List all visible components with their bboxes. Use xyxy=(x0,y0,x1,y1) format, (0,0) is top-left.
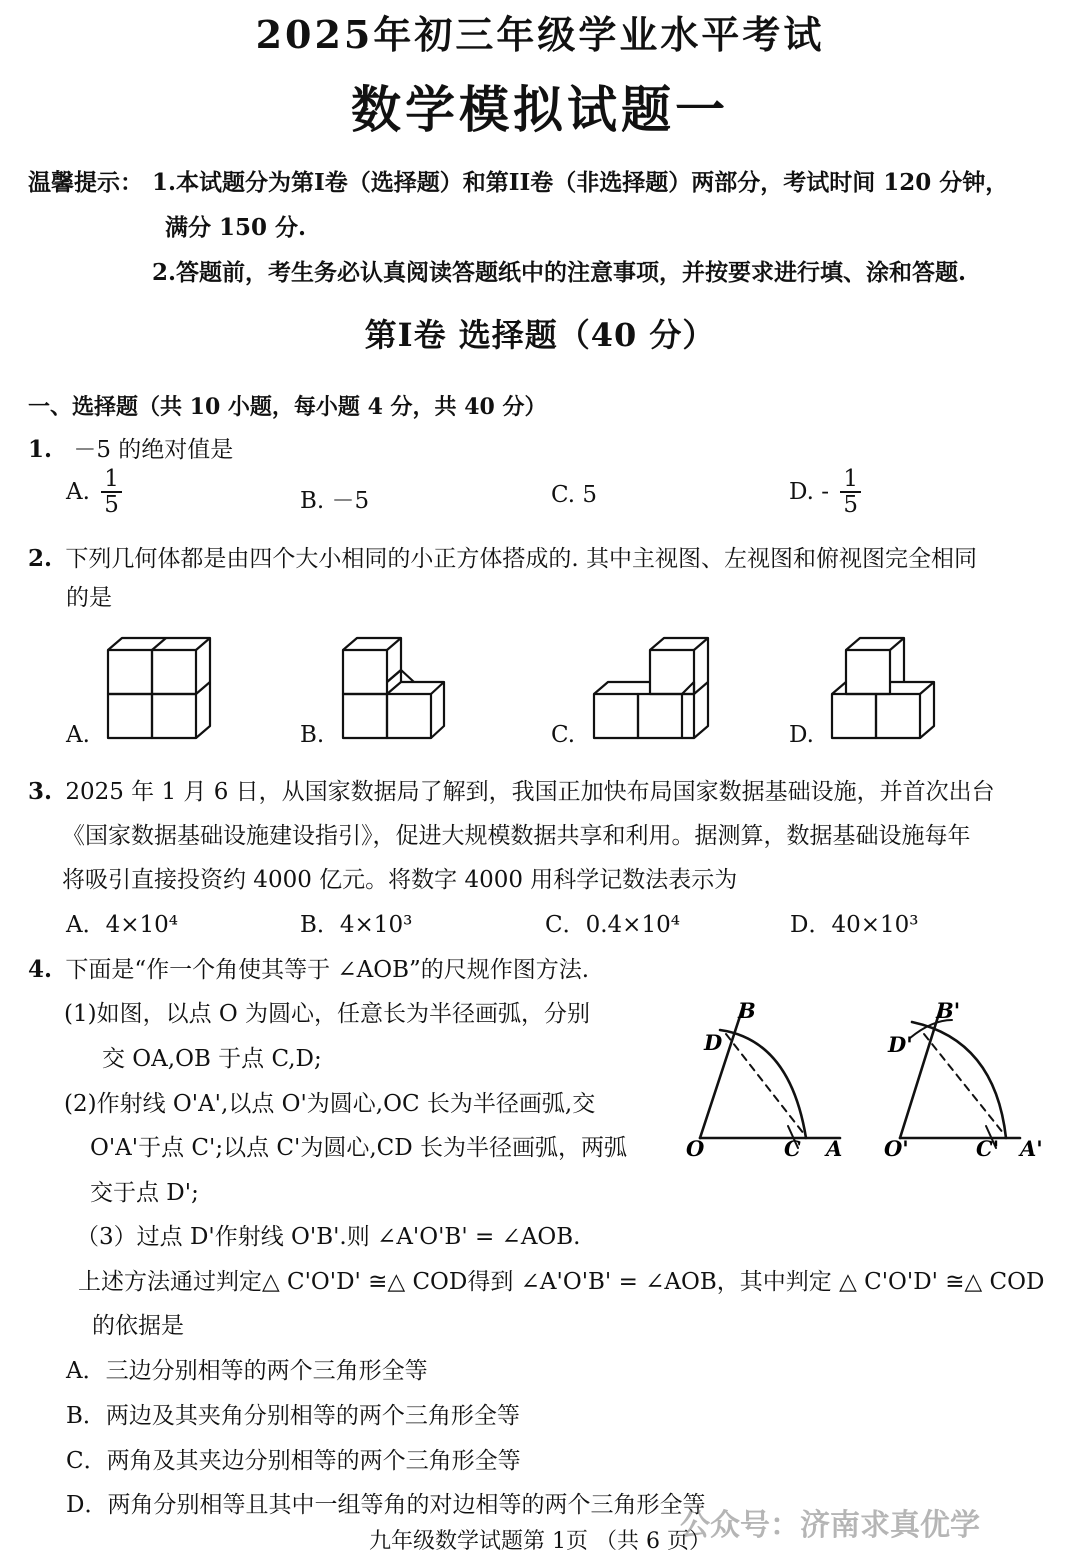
q4-label-a-prime: A' xyxy=(1020,1136,1043,1161)
q4-label-c-prime: C' xyxy=(976,1136,1000,1161)
q4-number: 4. xyxy=(28,956,53,983)
q4-label-a: A xyxy=(826,1136,843,1161)
q1-text: －5 的绝对值是 xyxy=(73,437,234,463)
q1-d-fraction: $\frac{1}{5}$ xyxy=(840,467,861,517)
q4-label-d: D xyxy=(704,1030,723,1055)
q2-option-d: D. xyxy=(789,722,814,748)
q4-option-c: C．两角及其夹边分别相等的两个三角形全等 xyxy=(66,1448,521,1474)
q2-figures xyxy=(0,620,1080,750)
q3-stem-line3: 将吸引直接投资约 4000 亿元。将数字 4000 用科学记数法表示为 xyxy=(62,867,738,893)
q4-step3: （3）过点 D'作射线 O'B'.则 ∠A'O'B' = ∠AOB. xyxy=(76,1224,581,1250)
q2-figure-a xyxy=(108,638,210,738)
q4-option-d: D．两角分别相等且其中一组等角的对边相等的两个三角形全等 xyxy=(66,1492,706,1518)
tips-line1: 1.本试题分为第I卷（选择题）和第II卷（非选择题）两部分，考试时间 120 分钟， xyxy=(152,169,1009,196)
q4-step2b: O'A'于点 C';以点 C'为圆心,CD 长为半径画弧，两弧 xyxy=(90,1135,627,1161)
q1-option-d: D. - $\frac{1}{5}$ xyxy=(789,467,861,517)
page-footer: 九年级数学试题第 1页 （共 6 页） xyxy=(369,1529,711,1554)
q4-step4: 上述方法通过判定△ C'O'D' ≅△ COD得到 ∠A'O'B' = ∠AOB，其中判定 △ C'O'D' ≅△ COD xyxy=(78,1269,1045,1295)
q4-figure-right xyxy=(900,1004,1020,1148)
tips-line2: 2.答题前，考生务必认真阅读答题纸中的注意事项，并按要求进行填、涂和答题. xyxy=(152,259,967,286)
part-title: 一、选择题（共 10 小题，每小题 4 分，共 40 分） xyxy=(28,394,547,420)
q4-step1b: 交 OA,OB 于点 C,D; xyxy=(102,1046,322,1072)
q2-number: 2. xyxy=(28,545,53,572)
watermark: 公众号：济南求真优学 xyxy=(680,1508,980,1543)
q4-step2c: 交于点 D'; xyxy=(90,1180,199,1206)
q4-stem: 4. 下面是“作一个角使其等于 ∠AOB”的尺规作图方法. xyxy=(28,956,590,983)
q4-step1a: (1)如图，以点 O 为圆心，任意长为半径画弧，分别 xyxy=(64,1001,591,1027)
exam-subtitle: 数学模拟试题一 xyxy=(351,80,729,139)
q1-option-c: C. 5 xyxy=(551,482,598,508)
section-title: 第I卷 选择题（40 分） xyxy=(364,316,716,354)
q4-option-a: A．三边分别相等的两个三角形全等 xyxy=(66,1358,428,1384)
q2-option-c: C. xyxy=(551,722,576,748)
q4-label-o-prime: O' xyxy=(884,1136,909,1161)
q3-stem-line2: 《国家数据基础设施建设指引》，促进大规模数据共享和利用。据测算，数据基础设施每年 xyxy=(62,823,971,849)
tips-line1b: 满分 150 分. xyxy=(165,214,307,241)
q4-figure-left xyxy=(700,1004,840,1148)
q4-option-b: B．两边及其夹角分别相等的两个三角形全等 xyxy=(66,1403,520,1429)
q2-option-b: B. xyxy=(300,722,325,748)
q4-label-c: C xyxy=(784,1136,801,1161)
q4-label-b: B xyxy=(738,998,756,1023)
tips-label: 温馨提示： xyxy=(28,169,143,196)
q4-step2a: (2)作射线 O'A',以点 O'为圆心,OC 长为半径画弧,交 xyxy=(64,1091,596,1117)
q2-stem: 2. 下列几何体都是由四个大小相同的小正方体搭成的. 其中主视图、左视图和俯视图完全相同 xyxy=(28,545,977,572)
q2-stem-line2: 的是 xyxy=(66,585,112,611)
q3-option-d: D．40×10³ xyxy=(790,912,919,938)
q4-label-b-prime: B' xyxy=(936,998,961,1023)
q3-number: 3. xyxy=(28,778,53,805)
q1-option-b: B. －5 xyxy=(300,488,370,514)
q1-option-a: A. $\frac{1}{5}$ xyxy=(66,467,122,517)
q4-label-d-prime: D' xyxy=(888,1032,913,1057)
q1-stem xyxy=(28,431,233,464)
q2-figure-c xyxy=(594,638,708,738)
q3-stem: 3. 2025 年 1 月 6 日，从国家数据局了解到，我国正加快布局国家数据基础设施，并首次出台 xyxy=(28,778,995,805)
q2-figure-b xyxy=(343,638,444,738)
q2-option-a: A. xyxy=(66,722,90,748)
q4-label-o: O xyxy=(686,1136,705,1161)
q3-option-c: C．0.4×10⁴ xyxy=(545,912,680,938)
q1-a-fraction: $\frac{1}{5}$ xyxy=(101,467,122,517)
q3-option-b: B．4×10³ xyxy=(300,912,413,938)
q4-step5: 的依据是 xyxy=(92,1313,184,1339)
exam-title: 2025年初三年级学业水平考试 xyxy=(255,12,825,57)
q2-figure-d xyxy=(832,638,934,738)
q3-option-a: A．4×10⁴ xyxy=(66,912,179,938)
q1-number: 1. xyxy=(28,436,53,463)
q4-figure xyxy=(680,990,1080,1170)
